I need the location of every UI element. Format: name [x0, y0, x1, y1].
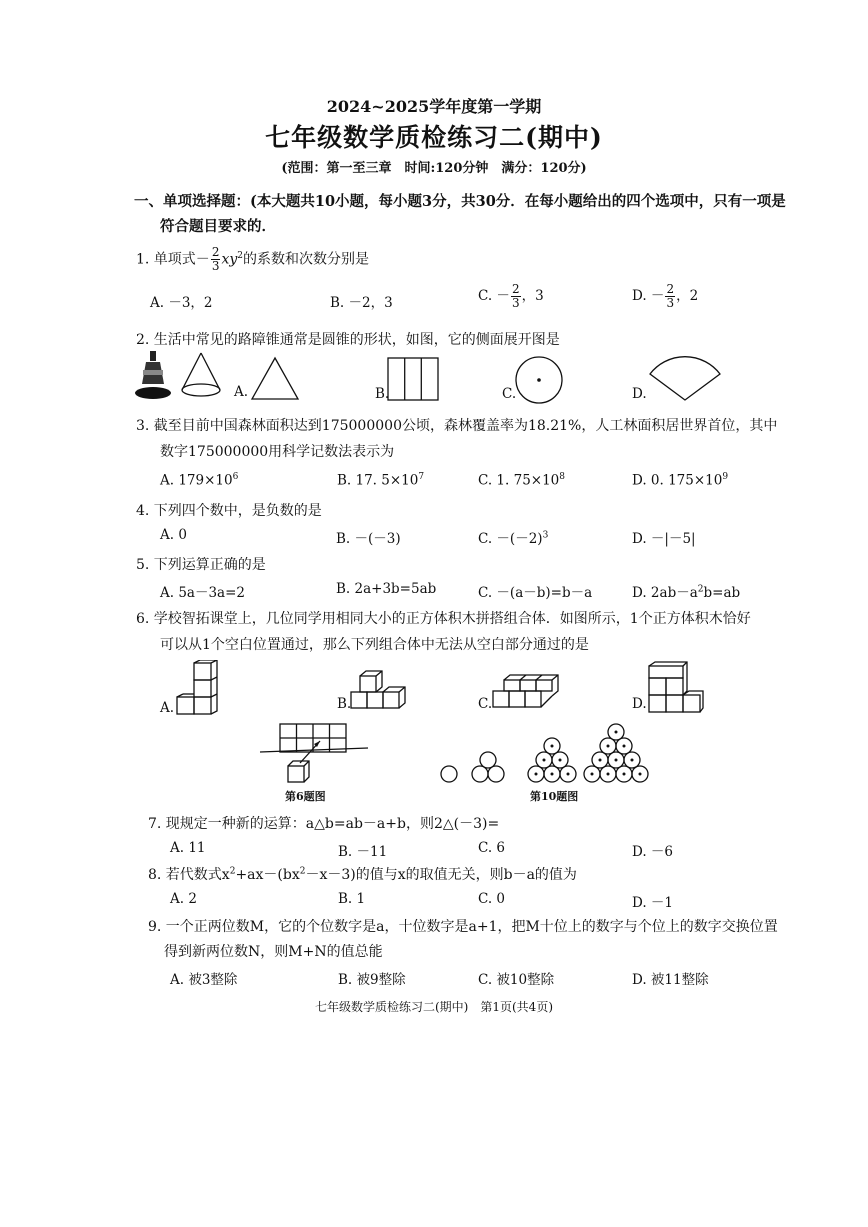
- q7-option-b: B. －11: [338, 844, 388, 860]
- question-5-stem: 5. 下列运算正确的是: [136, 557, 266, 573]
- q9-option-c: C. 被10整除: [478, 972, 555, 988]
- cube-stack-c: [490, 670, 562, 712]
- figure-10-circles-diagram: [438, 718, 654, 786]
- cube-stack-a: [174, 660, 226, 716]
- q6-option-b-label: B.: [337, 696, 352, 712]
- section-heading-line2: 符合题目要求的．: [160, 218, 276, 235]
- figure-10-caption: 第10题图: [530, 790, 579, 803]
- q9-option-a: A. 被3整除: [170, 972, 238, 988]
- cube-stack-d: [646, 660, 704, 714]
- question-1-stem: 1. 单项式－ $\frac{2}{3}$ $xy^2$的系数和次数分别是: [136, 245, 369, 273]
- q3-option-b: B. 17. $5\times 10^7$: [337, 472, 425, 489]
- exam-title: 七年级数学质检练习二(期中): [265, 123, 603, 152]
- q1-option-b: B. －2，3: [330, 295, 393, 311]
- q8-option-a: A. 2: [170, 891, 197, 907]
- traffic-cone-figure: [130, 348, 230, 404]
- question-8-stem: 8. 若代数式$x^2+ax-(bx^2-x-3)$的值与x的取值无关，则b－a的值为: [148, 866, 577, 883]
- q4-option-d: D. －|－5|: [632, 531, 696, 547]
- question-6-line1: 6. 学校智拓课堂上，几位同学用相同大小的正方体积木拼搭组合体．如图所示，1个正方体积木恰好: [136, 611, 751, 627]
- q1-option-c: C. － $\frac{2}{3}$ ，3: [478, 282, 544, 310]
- page-footer: 七年级数学质检练习二(期中) 第1页(共4页): [315, 1000, 553, 1014]
- question-4-stem: 4. 下列四个数中，是负数的是: [136, 503, 322, 519]
- question-7-stem: 7. 现规定一种新的运算：a△b=ab－a+b，则2△(－3)=: [148, 816, 500, 832]
- rectangles-shape: [385, 355, 441, 403]
- q3-option-d: D. 0. $175\times 10^9$: [632, 472, 729, 489]
- question-9-line1: 9. 一个正两位数M，它的个位数字是a，十位数字是a+1，把M十位上的数字与个位上的数字交换位置: [148, 919, 778, 935]
- question-6-line2: 可以从1个空白位置通过，那么下列组合体中无法从空白部分通过的是: [160, 637, 589, 653]
- q2-option-b-label: B.: [375, 386, 390, 402]
- exam-term: 2024~2025学年度第一学期: [326, 97, 542, 116]
- q4-option-c: C. $-(-2)^3$: [478, 530, 549, 547]
- question-2-stem: 2. 生活中常见的路障锥通常是圆锥的形状，如图，它的侧面展开图是: [136, 332, 560, 348]
- q8-option-d: D. －1: [632, 895, 674, 911]
- q5-option-a: A. 5a－3a=2: [160, 585, 246, 601]
- question-3-line2: 数字175000000用科学记数法表示为: [160, 444, 395, 460]
- fraction-two-thirds: $\frac{2}{3}$: [211, 245, 220, 273]
- q4-option-a: A. 0: [160, 527, 187, 543]
- section-heading-line1: 一、单项选择题：(本大题共10小题，每小题3分，共30分．在每小题给出的四个选项中，只有一项是: [134, 193, 786, 210]
- triangle-shape: [248, 355, 302, 403]
- q2-option-c-label: C.: [502, 386, 517, 402]
- q7-option-c: C. 6: [478, 840, 506, 856]
- q6-option-c-label: C.: [478, 696, 493, 712]
- q6-option-d-label: D.: [632, 696, 647, 712]
- q3-option-a: A. $179\times 10^6$: [160, 472, 239, 489]
- q7-option-a: A. 11: [170, 840, 206, 856]
- q8-option-b: B. 1: [338, 891, 366, 907]
- cube-stack-b: [348, 668, 406, 714]
- q9-option-b: B. 被9整除: [338, 972, 406, 988]
- q5-option-b: B. 2a+3b=5ab: [336, 581, 437, 597]
- figure-6-wall-diagram: [258, 716, 370, 786]
- q6-option-a-label: A.: [160, 700, 175, 716]
- question-3-line1: 3. 截至目前中国森林面积达到175000000公顷，森林覆盖率为18.21%，人工林面积居世界首位，其中: [136, 418, 778, 434]
- q9-option-d: D. 被11整除: [632, 972, 709, 988]
- exam-info: (范围：第一至三章 时间:120分钟 满分：120分): [281, 161, 587, 176]
- q1-option-d: D. － $\frac{2}{3}$ ，2: [632, 282, 699, 310]
- q8-option-c: C. 0: [478, 891, 506, 907]
- q2-option-d-label: D.: [632, 386, 647, 402]
- q7-option-d: D. －6: [632, 844, 674, 860]
- q3-option-c: C. 1. $75\times 10^8$: [478, 472, 566, 489]
- circle-shape: [513, 355, 567, 407]
- sector-shape: [644, 356, 726, 404]
- q4-option-b: B. －(－3): [336, 531, 401, 547]
- q5-option-c: C. －(a－b)=b－a: [478, 585, 593, 601]
- question-9-line2: 得到新两位数N，则M+N的值总能: [164, 944, 383, 960]
- q1-option-a: A. －3，2: [150, 295, 213, 311]
- q2-option-a-label: A.: [234, 384, 249, 400]
- q5-option-d: D. $2ab-a^2b=ab$: [632, 584, 741, 601]
- figure-6-caption: 第6题图: [285, 790, 326, 803]
